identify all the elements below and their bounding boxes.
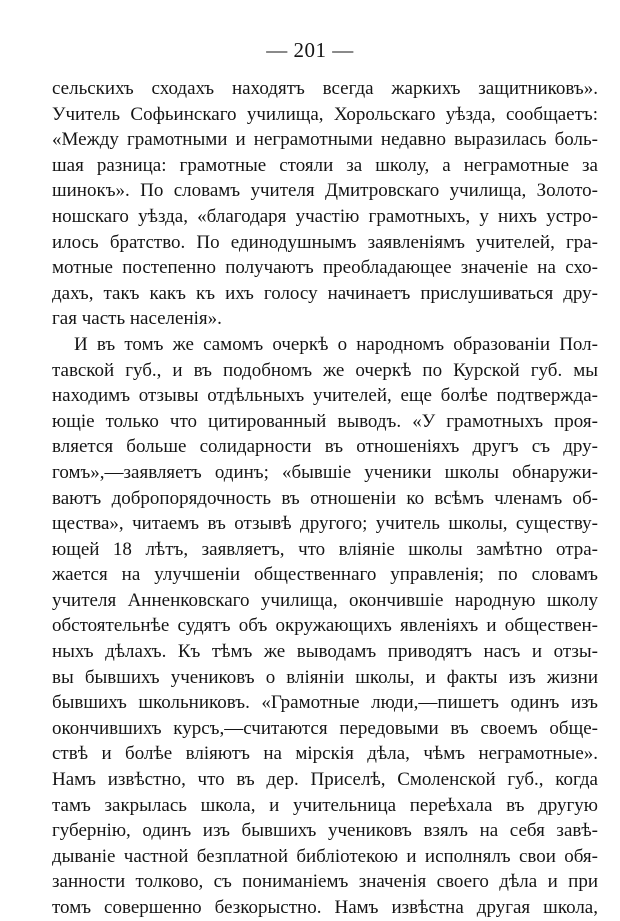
text-line: находимъ отзывы отдѣльныхъ учителей, еще болѣе подтвержда- xyxy=(52,385,598,407)
body-text xyxy=(52,76,598,921)
text-line: тамъ закрылась школа, и учительница переѣхала въ другую xyxy=(52,794,598,816)
text-line: «Между грамотными и неграмотными недавно выразилась боль- xyxy=(52,129,598,151)
text-line: дахъ, такъ какъ къ ихъ голосу начинаетъ прислушиваться дру- xyxy=(52,282,598,304)
text-line: занности толково, съ пониманіемъ значенія своего дѣла и при xyxy=(52,871,598,893)
text-line: обстоятельнѣе судятъ объ окружающихъ явленіяхъ и обществен- xyxy=(52,615,598,637)
text-line: вляется больше солидарности въ отношеніяхъ другъ съ дру- xyxy=(52,436,598,458)
text-line: губернію, одинъ изъ бывшихъ учениковъ взялъ на себя завѣ- xyxy=(52,820,598,842)
text-line: окончившихъ курсъ,—считаются передовыми въ своемъ обще- xyxy=(52,717,598,739)
text-line: Намъ извѣстно, что въ дер. Приселѣ, Смоленской губ., когда xyxy=(52,769,598,791)
text-line: вы бывшихъ учениковъ о вліяніи школы, и факты изъ жизни xyxy=(52,666,598,688)
text-line: сельскихъ сходахъ находятъ всегда жаркихъ защитниковъ». xyxy=(52,78,598,99)
text-line: И въ томъ же самомъ очеркѣ о народномъ образованіи Пол- xyxy=(74,333,598,355)
text-line: ющей 18 лѣтъ, заявляетъ, что вліяніе школы замѣтно отра- xyxy=(52,538,598,560)
text-line: ющіе только что цитированный выводъ. «У грамотныхъ проя- xyxy=(52,410,598,432)
text-line: мотные постепенно получаютъ преобладающее значеніе на схо- xyxy=(52,257,598,279)
text-line: жается на улучшеніи общественнаго управленія; по словамъ xyxy=(52,564,598,586)
text-line: томъ совершенно безкорыстно. Намъ извѣстна другая школа, xyxy=(52,897,598,918)
text-line: бывшихъ школьниковъ. «Грамотные люди,—пишетъ одинъ изъ xyxy=(52,692,598,714)
text-line: учителя Анненковскаго училища, окончившіе народную школу xyxy=(52,589,598,611)
text-line: шая разница: грамотные стояли за школу, а неграмотные за xyxy=(52,154,598,176)
text-line: тавской губ., и въ подобномъ же очеркѣ по Курской губ. мы xyxy=(52,359,598,381)
text-line: гая часть населенія». xyxy=(52,308,222,330)
text-line: Учитель Софьинскаго училища, Хорольскаго уѣзда, сообщаетъ: xyxy=(52,103,598,125)
text-line: дываніе частной безплатной библіотекою и исполнялъ свои обя- xyxy=(52,845,598,867)
text-line: щества», читаемъ въ отзывѣ другого; учитель школы, существу- xyxy=(52,513,598,535)
text-line: гомъ»,—заявляетъ одинъ; «бывшіе ученики школы обнаружи- xyxy=(52,461,598,483)
page-number: — 201 — xyxy=(266,38,354,62)
text-line: ношскаго уѣзда, «благодаря участію грамотныхъ, у нихъ устро- xyxy=(52,205,598,227)
text-line: илось братство. По единодушнымъ заявленіямъ учителей, гра- xyxy=(52,231,598,253)
text-line: ныхъ дѣлахъ. Къ тѣмъ же выводамъ приводятъ насъ и отзы- xyxy=(52,641,598,663)
text-line: ваютъ добропорядочность въ отношеніи ко всѣмъ членамъ об- xyxy=(52,487,598,509)
text-line: ствѣ и болѣе вліяютъ на мірскія дѣла, чѣмъ неграмотные». xyxy=(52,743,598,765)
text-line: шинокъ». По словамъ учителя Дмитровскаго училища, Золото- xyxy=(52,180,598,202)
